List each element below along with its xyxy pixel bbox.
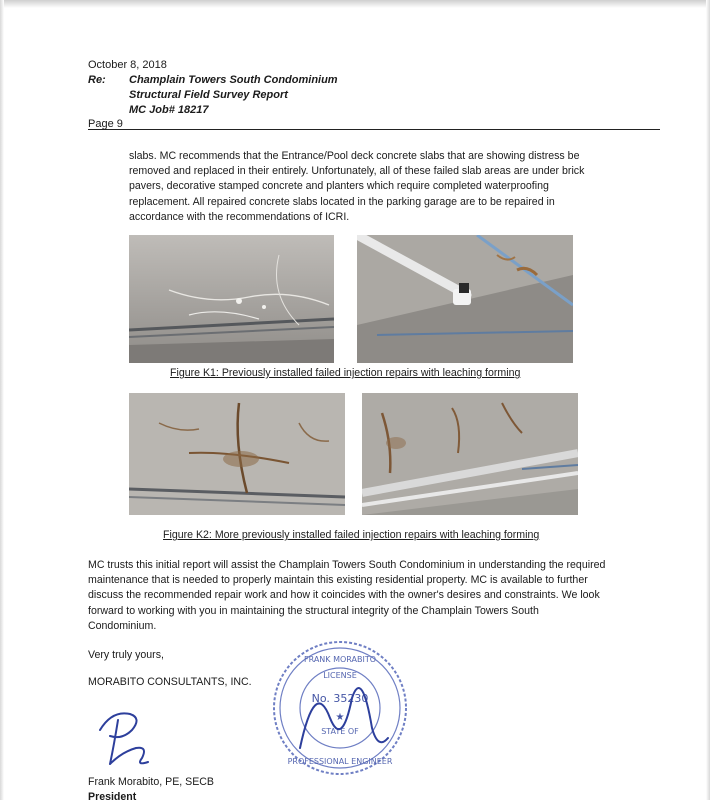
letter-date: October 8, 2018	[88, 59, 167, 71]
report-name: Structural Field Survey Report	[129, 89, 288, 101]
seal-name-text: FRANK MORABITO	[303, 655, 377, 664]
company-name: MORABITO CONSULTANTS, INC.	[88, 676, 252, 688]
seal-ring-text: PROFESSIONAL ENGINEER	[287, 757, 393, 766]
page-number: Page 9	[88, 118, 123, 130]
salutation: Very truly yours,	[88, 649, 164, 661]
figure-k1-photo-left	[129, 235, 334, 363]
body-paragraph: slabs. MC recommends that the Entrance/Pool deck concrete slabs that are showing distress be removed and replaced in their entirely. Unfortunately, all of these failed slab areas are under brick pavers, decorative stamped concrete and planters which require completed waterproofing replacement. All repaired concrete slabs located in the parking garage are to be repaired in accordance with the recommendations of ICRI.	[129, 150, 585, 223]
header-rule	[88, 129, 660, 130]
scan-edge	[706, 0, 710, 800]
figure-k2-photo-left	[129, 393, 345, 515]
job-number: MC Job# 18217	[129, 104, 209, 116]
scan-edge	[0, 0, 710, 8]
figure-k2-caption: Figure K2: More previously installed failed injection repairs with leaching forming	[163, 529, 540, 541]
signer-name: Frank Morabito, PE, SECB	[88, 776, 214, 788]
svg-text:★: ★	[335, 712, 345, 723]
figure-k2-photo-right	[362, 393, 578, 515]
figure-k1-photo-right	[357, 235, 573, 363]
scan-edge	[0, 0, 4, 800]
seal-license-number: No. 35230	[311, 692, 369, 705]
re-label: Re:	[88, 74, 106, 86]
signature	[92, 700, 162, 770]
figure-k1-caption: Figure K1: Previously installed failed injection repairs with leaching forming	[170, 367, 521, 379]
closing-paragraph: MC trusts this initial report will assist the Champlain Towers South Condominium in understanding the required maintenance that is needed to properly maintain this existing residential property. MC is available to further discuss the recommended repair work and how it coincides with the owner's desires and constraints. We look forward to working with you in maintaining the structural integrity of the Champlain Towers South Condominium.	[88, 559, 606, 632]
seal-state: STATE OF	[321, 727, 359, 736]
engineer-seal	[270, 638, 410, 778]
seal-license-word: LICENSE	[323, 671, 357, 680]
signer-title: President	[88, 791, 137, 803]
project-name: Champlain Towers South Condominium	[129, 74, 338, 86]
letter-header	[88, 58, 338, 118]
